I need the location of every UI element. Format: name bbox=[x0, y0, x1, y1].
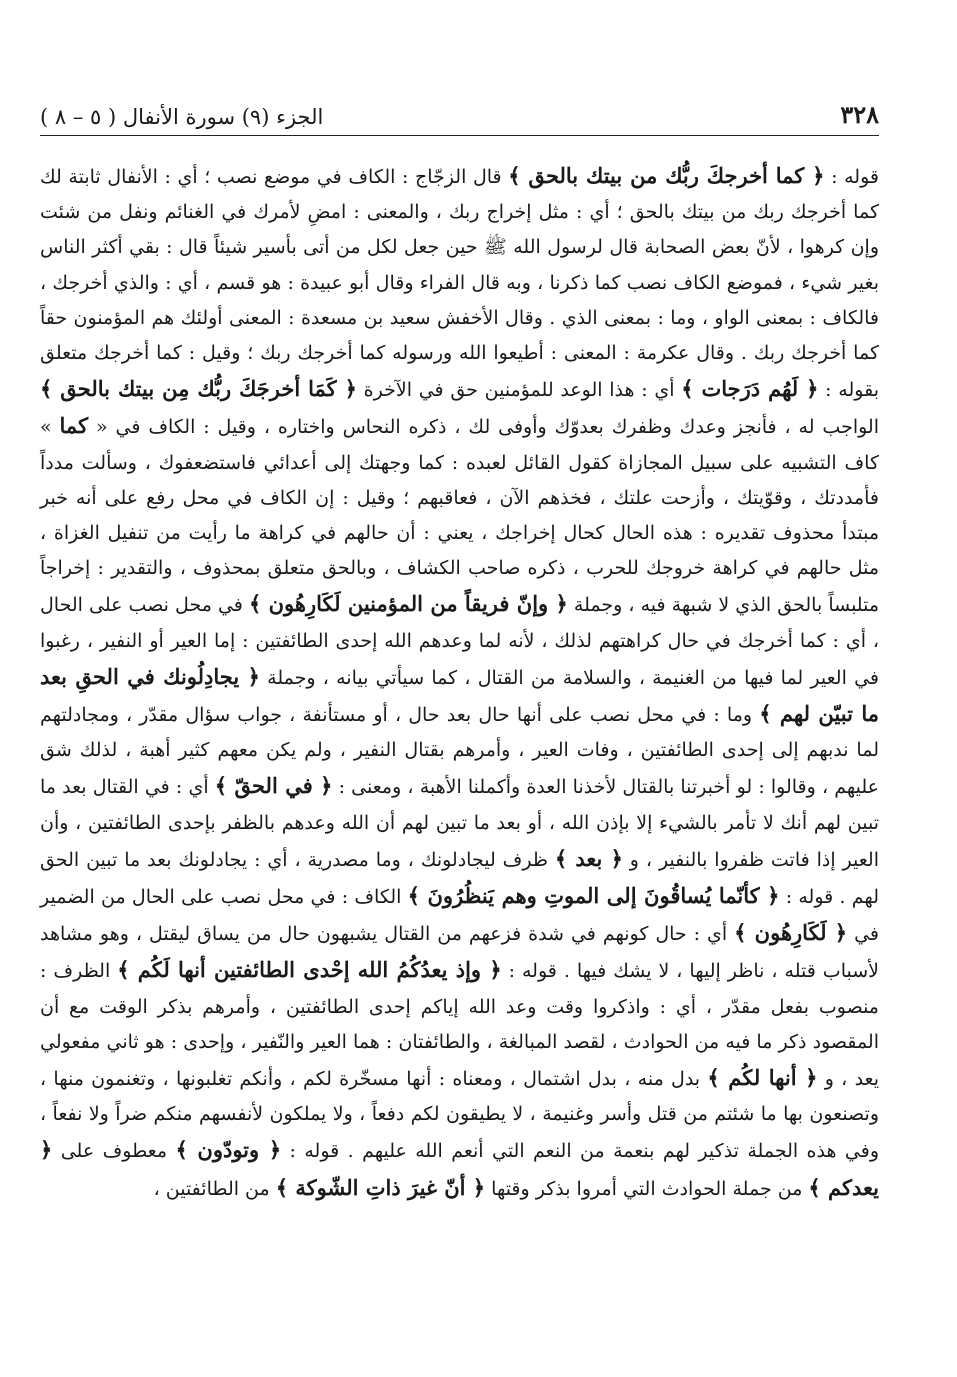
commentary-body bbox=[40, 158, 879, 1207]
chapter-title: الجزء (٩) سورة الأنفال ( ٥ – ٨ ) bbox=[40, 105, 324, 129]
quran-quote: كما bbox=[59, 413, 89, 439]
running-header bbox=[40, 92, 879, 136]
quran-quote: ﴿ كأنّما يُساقُونَ إلى الموتِ وهم يَنظُرُونَ ﴾ bbox=[407, 883, 780, 909]
commentary-text: » كاف التشبيه على سبيل المجازاة كقول القائل لعبده : كما وجهتك إلى أعدائي فاستضعفوك ، وسألت مدداً فأمددتك ، وقوّيتك ، وأزحت علتك ، فخذهم الآن ، فعاقبهم ؛ وقيل : إن الكاف في محل رفع على أنه خبر مبتدأ محذوف تقديره : هذه الحال كحال إخراجك ، يعني : أن حالهم في كراهة ما رأيت من تنفيل الغزاة ، مثل حالهم في كراهة خروجك للحرب ، ذكره صاحب الكشاف ، وبالحق متعلق بمحذوف ، والتقدير : إخراجاً متلبساً بالحق الذي لا شبهة فيه ، وجملة bbox=[40, 416, 880, 617]
quran-quote: ﴿ بعد ﴾ bbox=[554, 845, 623, 871]
quran-quote: ﴿ كما أخرجكَ ربُّك من بيتك بالحق ﴾ bbox=[508, 163, 825, 188]
quran-quote: ﴿ لَهُم دَرَجات ﴾ bbox=[681, 376, 819, 402]
commentary-text: الظرف : منصوب بفعل مقدّر ، أي : واذكروا وقت وعد الله إياكم إحدى الطائفتين ، وأمرهم بذكر الوقت مع أن المقصود ذكر ما فيه من الحوادث ، لقصد المبالغة ، والطائفتان : هما العير والنّفير ، وإحدى : هو ثاني مفعولي يعد ، و bbox=[40, 960, 879, 1091]
commentary-text: أي : هذا الوعد للمؤمنين حق في الآخرة bbox=[356, 379, 682, 402]
commentary-text: ظرف ليجادلونك ، وما مصدرية ، أي : يجادلونك بعد ما تبين الحق لهم . قوله : bbox=[40, 848, 879, 909]
commentary-text: أي : في القتال بعد ما تبين لهم أنك لا تأمر بالشيء إلا بإذن الله ، أو بعد ما تبين لهم أن الله وعدهم بالظفر بإحدى الطائفتين ، وأن العير إذا فاتت ظفروا بالنفير ، و bbox=[40, 776, 879, 871]
commentary-paragraph bbox=[40, 158, 879, 1207]
quran-quote: ﴿ وإنّ فريقاً من المؤمنين لَكَارِهُون ﴾ bbox=[248, 591, 568, 617]
page-number: ٣٢٨ bbox=[840, 100, 879, 129]
commentary-text: بدل منه ، بدل اشتمال ، ومعناه : أنها مسخّرة لكم ، وأنكم تغلبونها ، وتغنمون منها ، وتصنعون بها ما شئتم من قتل وأسر وغنيمة ، لا يطيقون لكم دفعاً ، ولا يملكون لأنفسهم منكم ضراً ولا نفعاً ، وفي هذه الجملة تذكير لهم بنعمة من النعم التي أنعم الله عليهم . قوله : bbox=[40, 1068, 879, 1163]
commentary-text: من الطائفتين ، bbox=[153, 1177, 276, 1200]
commentary-text: قوله : bbox=[824, 166, 879, 188]
commentary-text: قال الزجّاج : الكاف في موضع نصب ؛ أي : الأنفال ثابتة لك كما أخرجك ربك من بيتك بالحق ؛ أي : مثل إخراج ربك ، والمعنى : امضِ لأمرك في الغنائم ونفل من شئت وإن كرهوا ، لأنّ بعض الصحابة قال لرسول الله ﷺ حين جعل لكل من أتى بأسير شيئاً قال : بقي أكثر الناس بغير شيء ، فموضع الكاف نصب كما ذكرنا ، وبه قال الفراء وقال أبو عبيدة : هو قسم ، أي : والذي أخرجك ، فالكاف : بمعنى الواو ، وما : بمعنى الذي . وقال الأخفش سعيد بن مسعدة : المعنى أولئك هم المؤمنون حقاً كما أخرجك ربك . وقال عكرمة : المعنى : أطيعوا الله ورسوله كما أخرجك ربك ؛ وقيل : كما أخرجك متعلق بقوله : bbox=[40, 166, 879, 402]
commentary-text: معطوف على bbox=[52, 1140, 176, 1163]
commentary-text: أي : حال كونهم في شدة فزعهم من القتال يشبهون حال من يساق ليقتل ، وهو مشاهد لأسباب قتله ، ناظر إليها ، لا يشك فيها . قوله : bbox=[40, 923, 879, 983]
quran-quote: ﴿ يجادِلُونك في الحقِ بعد ما تبيّن لهم ﴾ bbox=[40, 663, 879, 727]
quran-quote: ﴿ في الحقّ ﴾ bbox=[214, 773, 333, 799]
quran-quote: ﴿ أنها لكُم ﴾ bbox=[707, 1065, 818, 1091]
quran-quote: ﴿ وإذ يعدُكُمُ الله إحْدى الطائفتين أنها لَكُم ﴾ bbox=[117, 957, 502, 983]
quran-quote: ﴿ لَكَارِهُون ﴾ bbox=[734, 920, 848, 946]
commentary-text: الكاف : في محل نصب على الحال من الضمير في bbox=[40, 886, 879, 946]
quran-quote: ﴿ أنّ غيرَ ذاتِ الشّوكة ﴾ bbox=[275, 1174, 486, 1200]
quran-quote: ﴿ وتودّون ﴾ bbox=[175, 1137, 282, 1163]
commentary-text: في محل نصب على الحال ، أي : كما أخرجك في حال كراهتهم لذلك ، لأنه لما وعدهم الله إحدى الطائفتين : إما العير أو النفير ، رغبوا في العير لما فيها من الغنيمة ، والسلامة من القتال ، كما سيأتي بيانه ، وجملة bbox=[40, 594, 879, 689]
quran-quote: ﴿ يعدكم ﴾ bbox=[40, 1137, 879, 1200]
commentary-text: من جملة الحوادث التي أمروا بذكر وقتها bbox=[485, 1177, 809, 1200]
commentary-text: وما : في محل نصب على أنها حال بعد حال ، أو مستأنفة ، جواب سؤال مقدّر ، ومجادلتهم لما ندبهم إلى إحدى الطائفتين ، وفات العير ، وأمرهم بقتال النفير ، ولم يكن معهم كثير أهبة ، لذلك شق عليهم ، وقالوا : لو أخبرتنا بالقتال لأخذنا العدة وأكملنا الأهبة ، ومعنى : bbox=[40, 704, 880, 799]
commentary-text: الواجب له ، فأنجز وعدك وظفرك بعدوّك وأوفى لك ، ذكره النحاس واختاره ، وقيل : الكاف في « bbox=[88, 416, 879, 439]
quran-quote: ﴿ كَمَا أخرجَكَ ربُّك مِن بيتك بالحق ﴾ bbox=[40, 376, 357, 402]
